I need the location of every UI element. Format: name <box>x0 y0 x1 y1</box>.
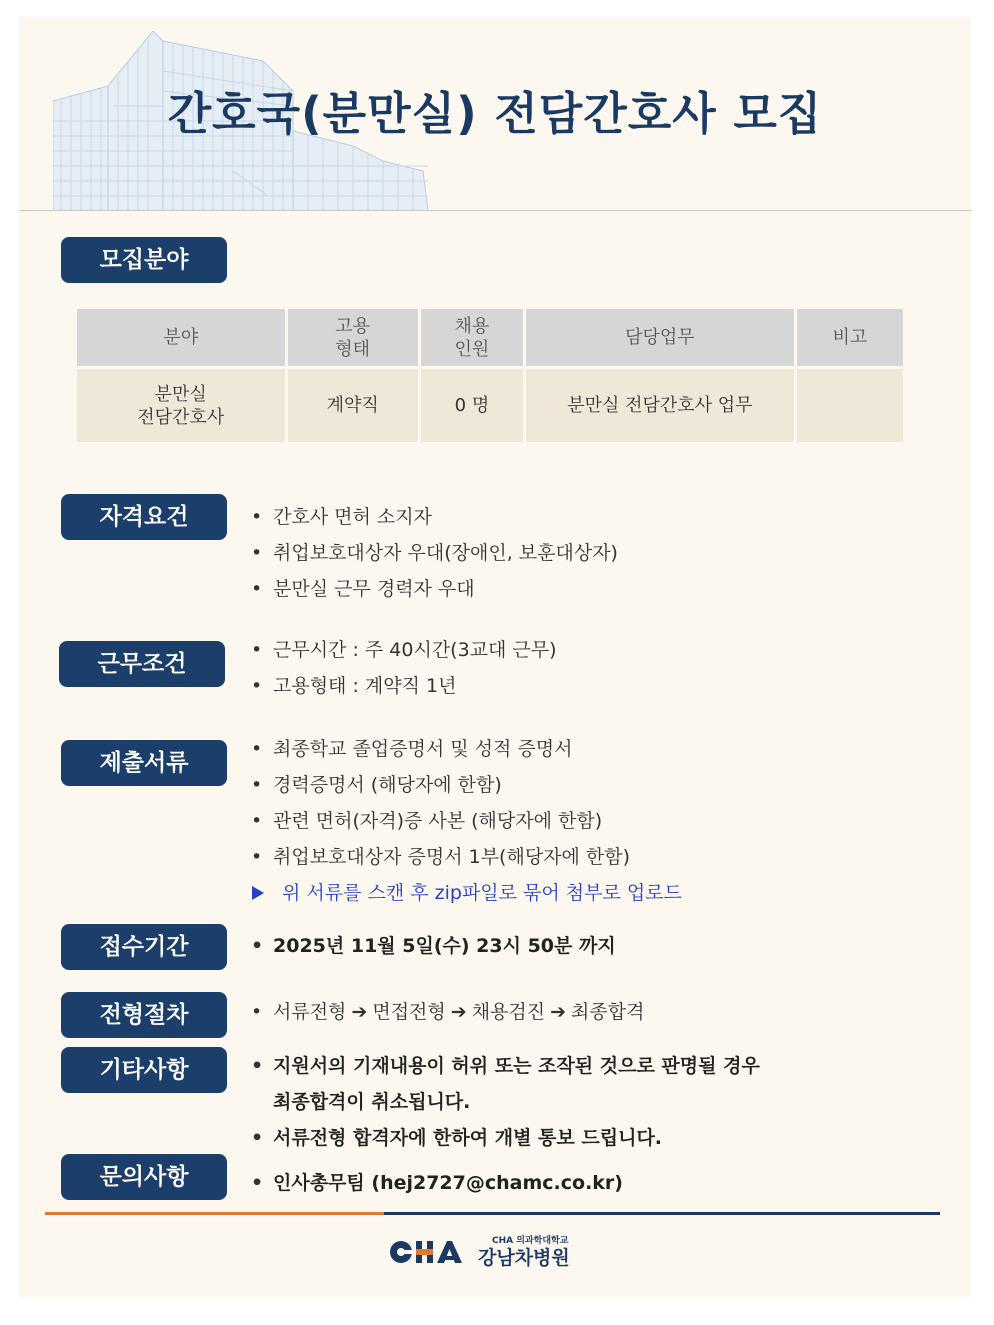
list-item: • 근무시간 : 주 40시간(3교대 근무) <box>249 632 557 668</box>
qualification-list <box>249 499 618 607</box>
section-label-documents: 제출서류 <box>61 740 227 786</box>
table-header-duty: 담당업무 <box>526 309 794 366</box>
table-cell-duty: 분만실 전담간호사 업무 <box>526 369 794 442</box>
list-item: • 분만실 근무 경력자 우대 <box>249 571 618 607</box>
section-label-period: 접수기간 <box>61 924 227 970</box>
table-cell-field: 분만실 전담간호사 <box>77 369 285 442</box>
footer-divider-orange <box>45 1212 384 1215</box>
table-header-row <box>77 309 903 366</box>
section-label-qualification: 자격요건 <box>61 494 227 540</box>
section-label-inquiry: 문의사항 <box>61 1154 227 1200</box>
process-step: 채용검진 <box>471 1001 546 1023</box>
process-step: 면접전형 <box>372 1001 446 1023</box>
right-arrow-icon: ➔ <box>351 1001 368 1023</box>
footer-divider-navy <box>384 1212 940 1215</box>
table-header-employment: 고용 형태 <box>288 309 418 366</box>
process-list <box>249 994 644 1030</box>
list-item: • 최종학교 졸업증명서 및 성적 증명서 <box>249 731 630 767</box>
section-label-other: 기타사항 <box>61 1047 227 1093</box>
logo-name: 강남차병원 <box>478 1247 570 1269</box>
table-cell-headcount: 0 명 <box>421 369 523 442</box>
page-title: 간호국(분만실) 전담간호사 모집 <box>167 87 823 140</box>
list-item: • 경력증명서 (해당자에 한함) <box>249 767 630 803</box>
logo-subtitle: CHA 의과학대학교 <box>492 1236 569 1246</box>
list-item: • 간호사 면허 소지자 <box>249 499 618 535</box>
period-list <box>249 928 616 964</box>
header-banner <box>19 17 971 211</box>
table-cell-employment: 계약직 <box>288 369 418 442</box>
recruitment-poster <box>19 17 971 1297</box>
list-item: • 2025년 11월 5일(수) 23시 50분 까지 <box>249 928 616 964</box>
list-item: • 고용형태 : 계약직 1년 <box>249 668 557 704</box>
cha-logo-icon <box>389 1239 469 1269</box>
section-label-recruit: 모집분야 <box>61 237 227 283</box>
list-item: • 취업보호대상자 우대(장애인, 보훈대상자) <box>249 535 618 571</box>
list-item: • 지원서의 기재내용이 허위 또는 조작된 것으로 판명될 경우 <box>249 1048 760 1084</box>
documents-list <box>249 731 630 875</box>
list-item: • 취업보호대상자 증명서 1부(해당자에 한함) <box>249 839 630 875</box>
list-item: • 서류전형 합격자에 한하여 개별 통보 드립니다. <box>249 1120 760 1156</box>
list-item: • 인사총무팀 (hej2727@chamc.co.kr) <box>249 1165 623 1201</box>
right-arrow-icon: ➔ <box>450 1001 467 1023</box>
table-cell-remark <box>797 369 903 442</box>
process-steps <box>249 994 644 1030</box>
table-header-remark: 비고 <box>797 309 903 366</box>
section-label-process: 전형절차 <box>61 992 227 1038</box>
list-item-continuation: 최종합격이 취소됩니다. <box>273 1091 471 1113</box>
list-item: • 관련 면허(자격)증 사본 (해당자에 한함) <box>249 803 630 839</box>
table-row <box>77 369 903 442</box>
conditions-list <box>249 632 557 704</box>
other-list <box>249 1048 760 1156</box>
process-step: 서류전형 <box>273 1001 347 1023</box>
table-header-headcount: 채용 인원 <box>421 309 523 366</box>
section-label-conditions: 근무조건 <box>59 641 225 687</box>
right-arrow-icon: ➔ <box>550 1001 567 1023</box>
recruitment-table <box>74 306 906 445</box>
inquiry-list <box>249 1165 623 1201</box>
hospital-logo <box>389 1231 599 1271</box>
play-triangle-icon <box>252 886 264 900</box>
documents-note <box>252 875 682 911</box>
documents-note-text: 위 서류를 스캔 후 zip파일로 묶어 첨부로 업로드 <box>282 882 682 904</box>
table-header-field: 분야 <box>77 309 285 366</box>
process-step: 최종합격 <box>571 1001 645 1023</box>
